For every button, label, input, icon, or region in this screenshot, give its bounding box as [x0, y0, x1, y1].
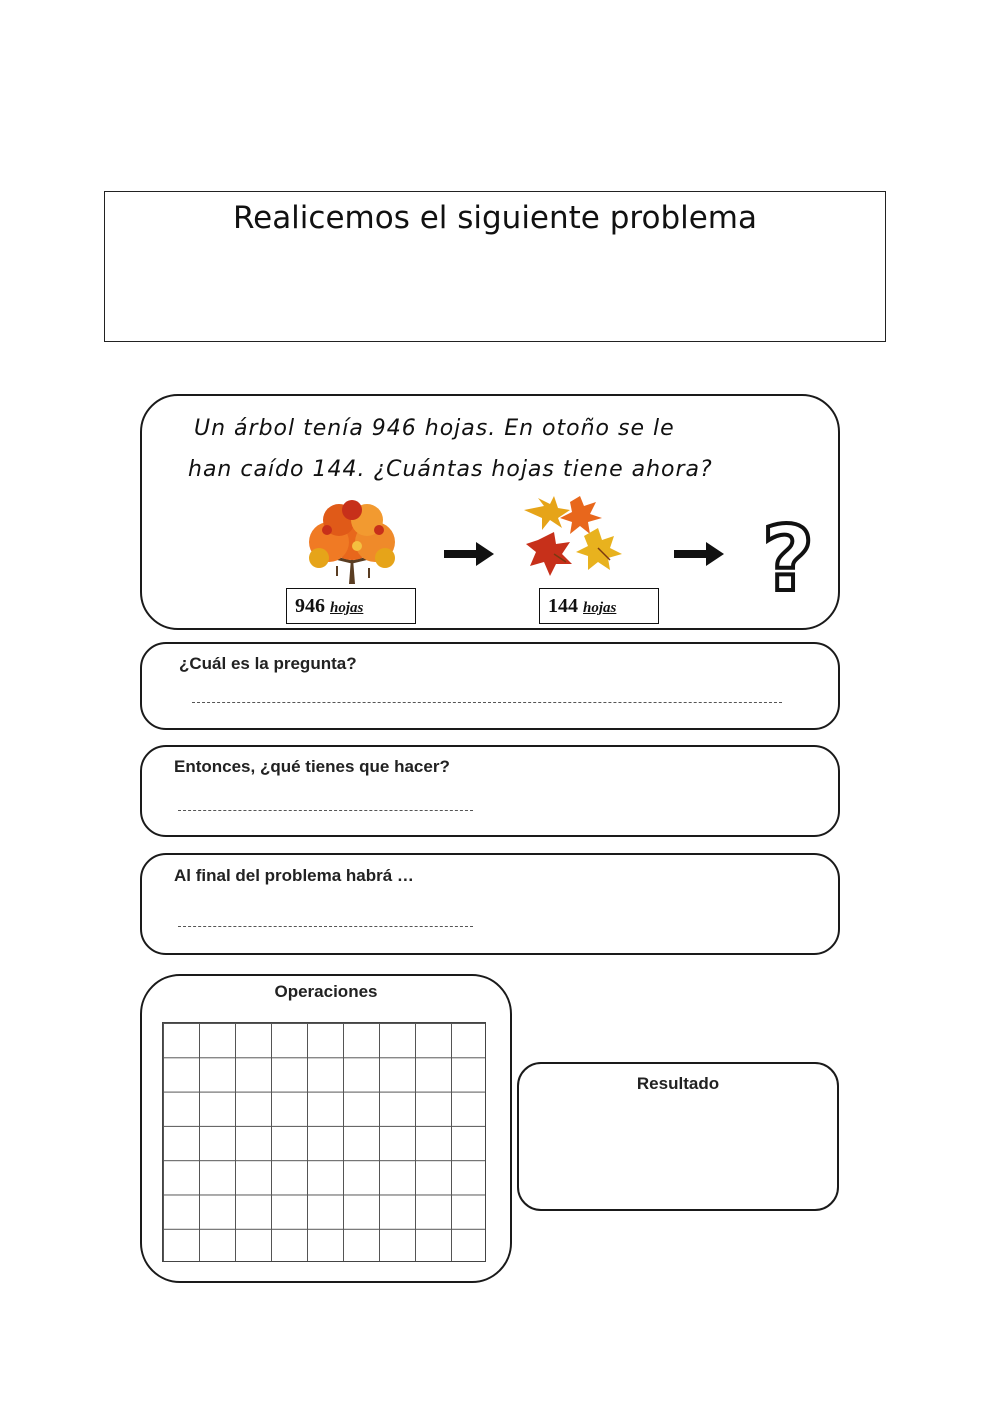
title-box — [104, 191, 886, 342]
fallen-leaves-unit: hojas — [583, 600, 617, 616]
question-mark-icon — [754, 514, 824, 604]
question-label: ¿Cuál es la pregunta? — [179, 654, 357, 673]
falling-leaves-icon — [514, 496, 634, 576]
answer-line[interactable] — [178, 810, 473, 811]
result-box[interactable] — [517, 1062, 839, 1211]
page-title: Realicemos el siguiente problema — [232, 200, 758, 236]
final-state-box — [140, 853, 840, 955]
operations-grid[interactable] — [162, 1022, 486, 1262]
result-title: Resultado — [636, 1074, 720, 1093]
fallen-leaves-number: 144 — [548, 595, 578, 617]
fallen-leaves-label — [539, 588, 659, 624]
tree-leaves-unit: hojas — [330, 600, 364, 616]
tree-leaves-number: 946 — [295, 595, 325, 617]
question-box — [140, 642, 840, 730]
answer-line[interactable] — [178, 926, 473, 927]
action-box — [140, 745, 840, 837]
operations-title: Operaciones — [274, 982, 378, 1001]
arrow-right-icon — [674, 542, 724, 566]
problem-text-line-1: Un árbol tenía 946 hojas. En otoño se le — [194, 416, 675, 441]
tree-leaves-label — [286, 588, 416, 624]
final-state-label: Al final del problema habrá … — [174, 866, 414, 885]
autumn-tree-icon — [297, 496, 407, 586]
operations-box — [140, 974, 512, 1283]
problem-box — [140, 394, 840, 630]
svg-text:?: ? — [761, 514, 815, 604]
action-label: Entonces, ¿qué tienes que hacer? — [174, 757, 450, 776]
answer-line[interactable] — [192, 702, 782, 703]
arrow-right-icon — [444, 542, 494, 566]
problem-text-line-2: han caído 144. ¿Cuántas hojas tiene ahora? — [188, 457, 713, 482]
